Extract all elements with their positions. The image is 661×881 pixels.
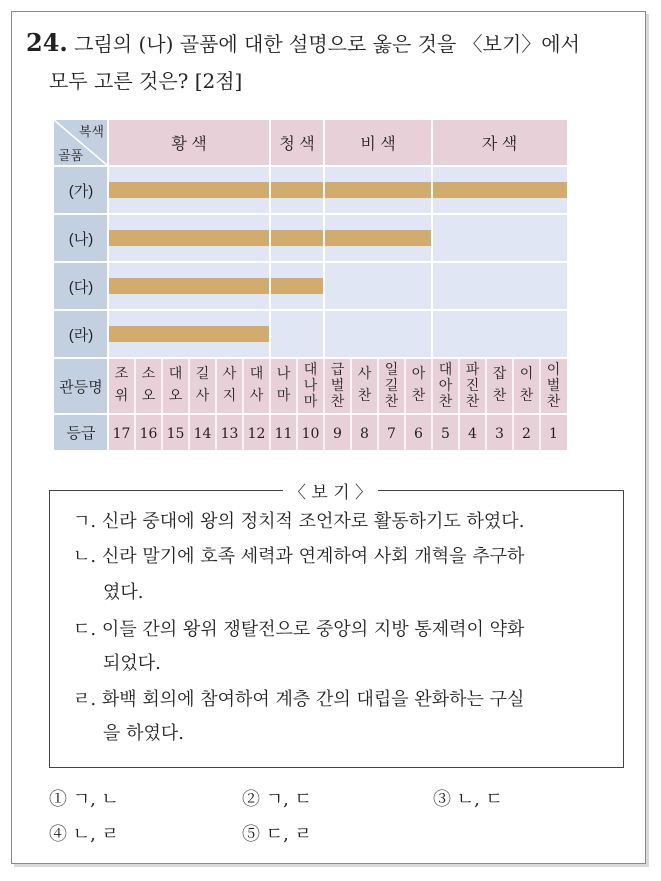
rank-title-char: 찬 (519, 387, 534, 403)
grade-number: 15 (166, 426, 185, 442)
grade-number: 7 (387, 426, 396, 442)
corner-top-label: 복색 (78, 124, 104, 139)
question-stem: 그림의 (나) 골품에 대한 설명으로 옳은 것을 〈보기〉에서 (74, 32, 580, 56)
rank-title-char: 오 (168, 387, 183, 403)
rank-title-char: 찬 (492, 387, 507, 403)
grade-number: 16 (139, 426, 158, 442)
rank-title-char: 찬 (438, 393, 453, 409)
rank-title-char: 찬 (330, 393, 345, 409)
row-label: (나) (68, 231, 94, 248)
bogi-item-3-cont: 되었다. (103, 653, 161, 674)
rank-title-char: 이 (546, 361, 561, 377)
grade-number: 5 (441, 426, 450, 442)
rank-title-char: 대 (168, 365, 183, 381)
rank-bar-segment (270, 230, 324, 246)
grade-number: 2 (522, 426, 531, 442)
rank-title-char: 대 (303, 361, 318, 377)
row-label: (라) (68, 327, 94, 344)
rank-title-char: 사 (249, 387, 264, 403)
rank-bar-segment (270, 182, 324, 198)
grade-row-label: 등급 (66, 425, 96, 442)
rank-title-char: 대 (249, 365, 264, 381)
rank-title-char: 마 (276, 387, 291, 403)
rank-title-char: 급 (330, 361, 345, 377)
rank-title-char: 길 (384, 377, 399, 393)
rank-title-char: 벌 (330, 377, 345, 393)
corner-bottom-label: 골품 (58, 148, 84, 163)
rank-title-char: 아 (438, 377, 453, 393)
question-line-2: 모두 고른 것은? [2점] (49, 69, 243, 93)
bogi-item-4-cont: 을 하였다. (103, 723, 184, 744)
rank-title-char: 위 (114, 387, 129, 403)
bogi-item-3: ㄷ. 이들 간의 왕위 쟁탈전으로 중앙의 지방 통제력이 약화 (73, 619, 525, 640)
rank-title-char: 찬 (546, 393, 561, 409)
rank-title-char: 조 (114, 365, 129, 381)
rank-bar-segment (108, 230, 270, 246)
rank-bar-segment (324, 230, 432, 246)
option-4[interactable]: ④ ㄴ, ㄹ (49, 824, 119, 845)
rank-bar-segment (324, 182, 432, 198)
rank-bar-segment (108, 326, 270, 342)
bogi-title: 〈 보 기 〉 (0, 478, 661, 503)
rank-title-char: 오 (141, 387, 156, 403)
option-2[interactable]: ② ㄱ, ㄷ (242, 789, 312, 810)
rank-title-char: 대 (438, 361, 453, 377)
rank-title-char: 아 (411, 365, 426, 381)
grade-number: 14 (193, 426, 212, 442)
rank-title-char: 사 (195, 387, 210, 403)
grade-number: 12 (247, 426, 266, 442)
option-3[interactable]: ③ ㄴ, ㄷ (433, 789, 503, 810)
rank-title-char: 길 (195, 365, 210, 381)
rank-title-char: 찬 (384, 393, 399, 409)
title-row-label: 관등명 (59, 379, 103, 396)
rank-bar-segment (432, 182, 567, 198)
rank-title-char: 지 (222, 387, 237, 403)
rank-title-char: 잡 (492, 365, 507, 381)
rank-title-char: 사 (222, 365, 237, 381)
rank-title-char: 벌 (546, 377, 561, 393)
rank-title-char: 이 (519, 365, 534, 381)
row-label: (다) (68, 279, 94, 296)
rank-title-char: 찬 (357, 387, 372, 403)
grade-number: 6 (414, 426, 423, 442)
robe-color-header: 자 색 (481, 136, 518, 153)
bogi-item-2: ㄴ. 신라 말기에 호족 세력과 연계하여 사회 개혁을 추구하 (73, 546, 525, 567)
rank-title-char: 사 (357, 365, 372, 381)
grade-number: 11 (274, 426, 293, 442)
robe-color-header: 청 색 (279, 136, 315, 153)
rank-title-char: 찬 (465, 393, 480, 409)
grade-number: 17 (112, 426, 131, 442)
rank-bar-segment (108, 278, 270, 294)
bogi-item-4: ㄹ. 화백 회의에 참여하여 계층 간의 대립을 완화하는 구실 (73, 689, 525, 710)
grade-number: 8 (360, 426, 369, 442)
rank-bar-segment (270, 278, 324, 294)
grade-number: 4 (468, 426, 477, 442)
rank-title-char: 일 (384, 361, 399, 377)
grade-number: 3 (495, 426, 504, 442)
robe-color-header: 황 색 (171, 136, 207, 153)
rank-title-char: 파 (465, 361, 480, 377)
grade-number: 10 (301, 426, 320, 442)
robe-color-header: 비 색 (360, 136, 396, 153)
bogi-item-1: ㄱ. 신라 중대에 왕의 정치적 조언자로 활동하기도 하였다. (73, 511, 525, 532)
rank-bar-segment (108, 182, 270, 198)
option-5[interactable]: ⑤ ㄷ, ㄹ (242, 824, 312, 845)
rank-title-char: 나 (303, 377, 318, 393)
rank-title-char: 진 (465, 377, 480, 393)
rank-title-char: 찬 (411, 387, 426, 403)
row-label: (가) (68, 183, 94, 200)
grade-number: 1 (549, 426, 558, 442)
option-1[interactable]: ① ㄱ, ㄴ (49, 789, 119, 810)
grade-number: 13 (220, 426, 239, 442)
rank-title-char: 나 (276, 365, 291, 381)
bogi-item-2-cont: 였다. (103, 582, 144, 603)
grade-number: 9 (333, 426, 342, 442)
question-number: 24. (26, 28, 68, 57)
rank-title-char: 마 (303, 393, 318, 409)
rank-title-char: 소 (141, 365, 156, 381)
